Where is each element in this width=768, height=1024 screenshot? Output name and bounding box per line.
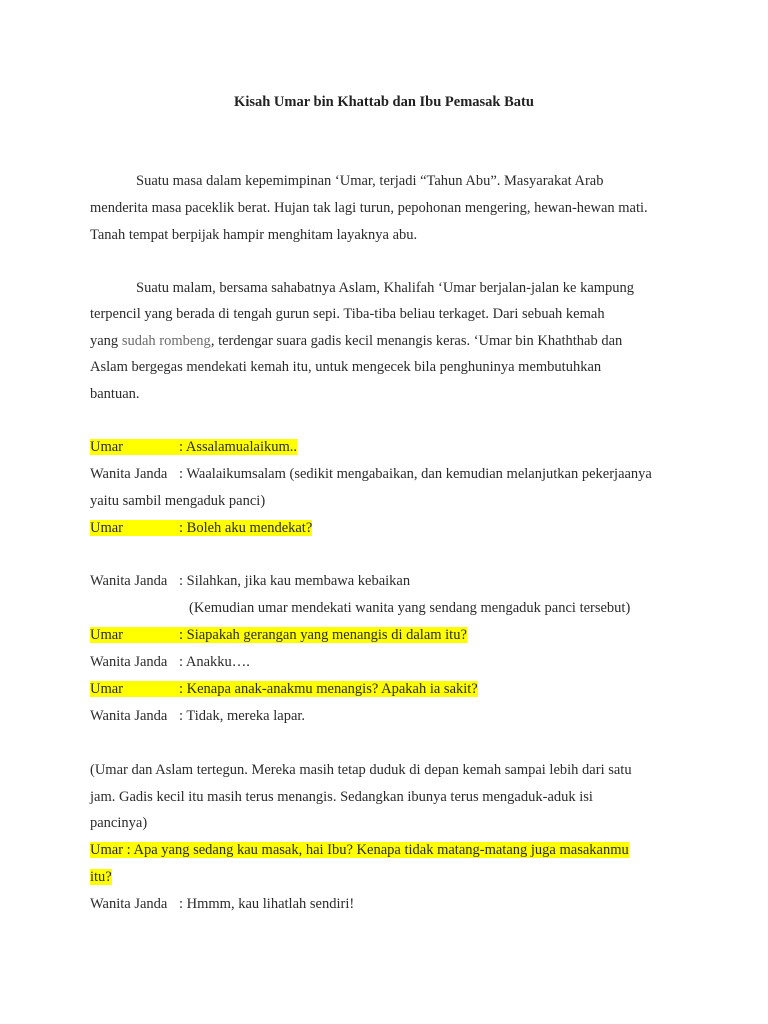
dialog-line-janda-1 xyxy=(90,464,652,484)
dialog-text: : Tidak, mereka lapar. xyxy=(179,708,306,724)
paragraph-1-line-2: menderita masa paceklik berat. Hujan tak lagi turun, pepohonan mengering, hewan-hewan mati. xyxy=(90,200,648,216)
speaker-label: Wanita Janda xyxy=(90,654,168,670)
dialog-text: : Boleh aku mendekat? xyxy=(179,520,313,536)
dialog-text: : Siapakah gerangan yang menangis di dalam itu? xyxy=(179,627,467,643)
dialog-highlight xyxy=(90,439,297,455)
dialog-line-janda-5 xyxy=(90,894,354,914)
paragraph-2-line-3 xyxy=(90,331,622,351)
speaker-label: Wanita Janda xyxy=(90,708,168,724)
paragraph-2-line-3-link: sudah rombeng xyxy=(121,333,211,349)
paragraph-1-line-1: Suatu masa dalam kepemimpinan ‘Umar, terjadi “Tahun Abu”. Masyarakat Arab xyxy=(136,173,604,189)
paragraph-3-line-3: pancinya) xyxy=(90,815,148,831)
document-title: Kisah Umar bin Khattab dan Ibu Pemasak Batu xyxy=(234,94,534,110)
speaker-label: Umar xyxy=(90,681,124,697)
paragraph-1-line-3: Tanah tempat berpijak hampir menghitam layaknya abu. xyxy=(90,227,418,243)
dialog-line-janda-2-cont: (Kemudian umar mendekati wanita yang sendang mengaduk panci tersebut) xyxy=(189,600,631,616)
dialog-line-janda-2 xyxy=(90,571,410,591)
paragraph-2-line-3-a: yang xyxy=(90,333,122,349)
dialog-text: : Silahkan, jika kau membawa kebaikan xyxy=(179,573,411,589)
paragraph-2-line-3-c: , terdengar suara gadis kecil menangis keras. ‘Umar bin Khaththab dan xyxy=(210,333,623,349)
dialog-text: : Waalaikumsalam (sedikit mengabaikan, dan kemudian melanjutkan pekerjaanya xyxy=(179,466,652,482)
dialog-line-umar-5-cont xyxy=(90,867,112,887)
dialog-highlight: Umar : Apa yang sedang kau masak, hai Ibu? Kenapa tidak matang-matang juga masakanmu xyxy=(90,842,629,858)
dialog-highlight xyxy=(90,681,478,697)
speaker-label: Umar xyxy=(90,627,124,643)
dialog-line-umar-2 xyxy=(90,518,312,538)
speaker-label: Wanita Janda xyxy=(90,573,168,589)
dialog-highlight xyxy=(90,627,467,643)
paragraph-2-line-4: Aslam bergegas mendekati kemah itu, untuk mengecek bila penghuninya membutuhkan xyxy=(90,359,602,375)
paragraph-2-line-2: terpencil yang berada di tengah gurun sepi. Tiba-tiba beliau terkaget. Dari sebuah kemah xyxy=(90,306,605,322)
dialog-line-umar-1 xyxy=(90,437,297,457)
dialog-text: : Anakku…. xyxy=(179,654,250,670)
speaker-label: Wanita Janda xyxy=(90,466,168,482)
paragraph-3-line-2: jam. Gadis kecil itu masih terus menangis. Sedangkan ibunya terus mengaduk-aduk isi xyxy=(90,789,593,805)
dialog-line-janda-4 xyxy=(90,706,305,726)
paragraph-2-line-1: Suatu malam, bersama sahabatnya Aslam, Khalifah ‘Umar berjalan-jalan ke kampung xyxy=(136,280,635,296)
dialog-line-janda-1-cont: yaitu sambil mengaduk panci) xyxy=(90,493,266,509)
speaker-label: Umar xyxy=(90,520,124,536)
speaker-label: Umar xyxy=(90,439,124,455)
dialog-highlight xyxy=(90,520,312,536)
speaker-label: Wanita Janda xyxy=(90,896,168,912)
dialog-line-umar-4 xyxy=(90,679,478,699)
dialog-line-umar-3 xyxy=(90,625,467,645)
dialog-text: : Hmmm, kau lihatlah sendiri! xyxy=(179,896,355,912)
paragraph-2-line-5: bantuan. xyxy=(90,386,140,402)
dialog-line-umar-5 xyxy=(90,840,629,860)
dialog-line-janda-3 xyxy=(90,652,250,672)
dialog-highlight: itu? xyxy=(90,869,112,885)
dialog-text: : Assalamualaikum.. xyxy=(179,439,297,455)
paragraph-3-line-1: (Umar dan Aslam tertegun. Mereka masih tetap duduk di depan kemah sampai lebih dari satu xyxy=(90,762,632,778)
dialog-text: : Kenapa anak-anakmu menangis? Apakah ia sakit? xyxy=(179,681,478,697)
